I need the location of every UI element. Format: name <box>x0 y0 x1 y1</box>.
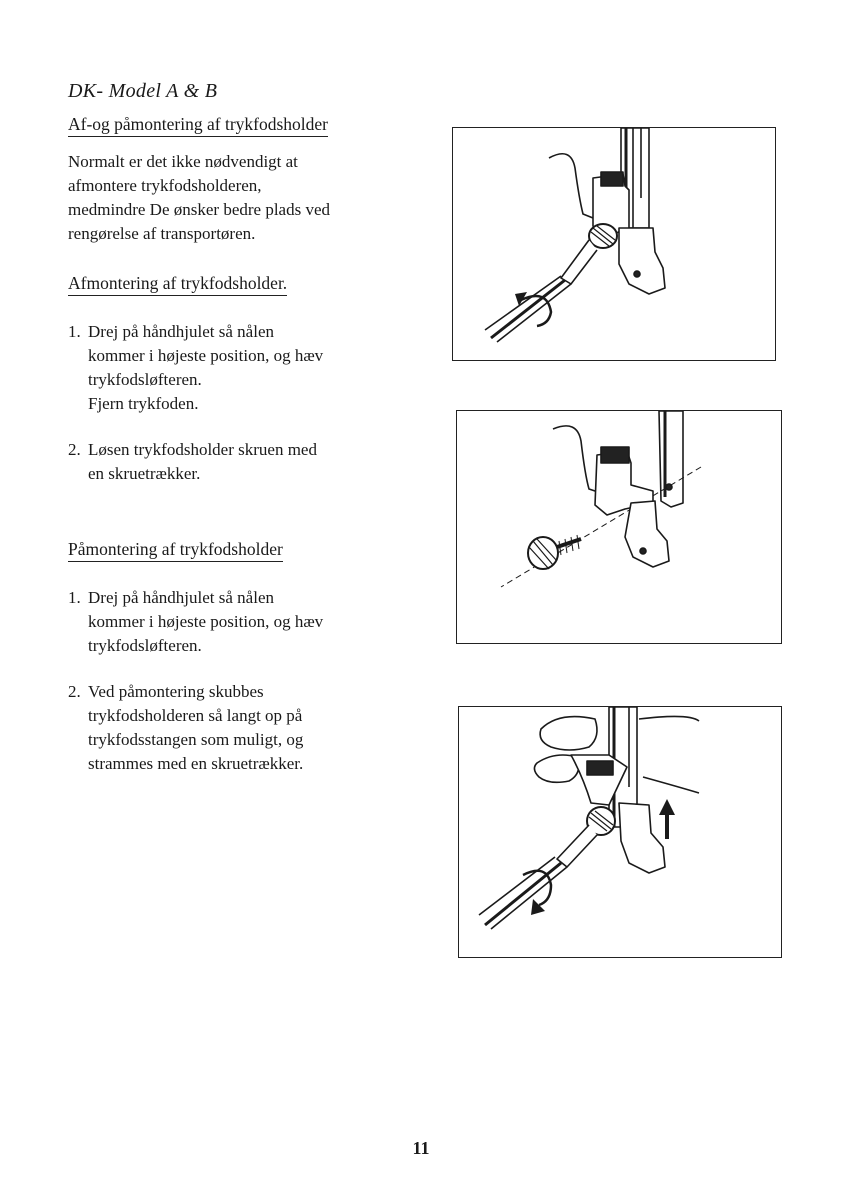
intro-line: Normalt er det ikke nødvendigt at <box>68 152 298 171</box>
removal-step-2 <box>68 438 398 486</box>
presser-foot-mounting-illustration <box>459 707 781 957</box>
step-number: 1. <box>68 322 81 341</box>
step-text: Drej på håndhjulet så nålen kommer i højeste position, og hæv trykfodsløfteren. Fjern trykfoden. <box>88 322 324 413</box>
figure-mount-holder <box>458 706 782 958</box>
step-text: Løsen trykfodsholder skruen med en skruetrækker. <box>88 440 317 483</box>
presser-foot-holder-exploded-illustration <box>457 411 781 643</box>
mounting-heading: Påmontering af trykfodsholder <box>68 538 283 562</box>
mounting-step-1 <box>68 586 398 658</box>
mounting-step-2 <box>68 680 398 776</box>
intro-line: afmontere trykfodsholderen, <box>68 176 262 195</box>
section-heading: Af-og påmontering af trykfodsholder <box>68 113 328 137</box>
figure-remove-holder <box>452 127 776 361</box>
presser-foot-removal-illustration <box>453 128 775 360</box>
page-number: 11 <box>412 1138 430 1158</box>
model-title: DK- Model A & B <box>68 80 218 102</box>
step-number: 2. <box>68 682 81 701</box>
intro-paragraph <box>68 150 398 246</box>
figure-holder-exploded <box>456 410 782 644</box>
removal-steps <box>68 320 398 486</box>
intro-line: medmindre De ønsker bedre plads ved <box>68 200 330 219</box>
step-text: Drej på håndhjulet så nålen kommer i højeste position, og hæv trykfodsløfteren. <box>88 588 324 655</box>
step-text: Ved påmontering skubbes trykfodsholderen så langt op på trykfodsstangen som muligt, og strammes med en skruetrækker. <box>88 682 304 773</box>
removal-heading: Afmontering af trykfodsholder. <box>68 272 287 296</box>
step-number: 2. <box>68 440 81 459</box>
intro-line: rengørelse af transportøren. <box>68 224 256 243</box>
removal-step-1 <box>68 320 398 416</box>
mounting-steps <box>68 586 398 776</box>
step-number: 1. <box>68 588 81 607</box>
